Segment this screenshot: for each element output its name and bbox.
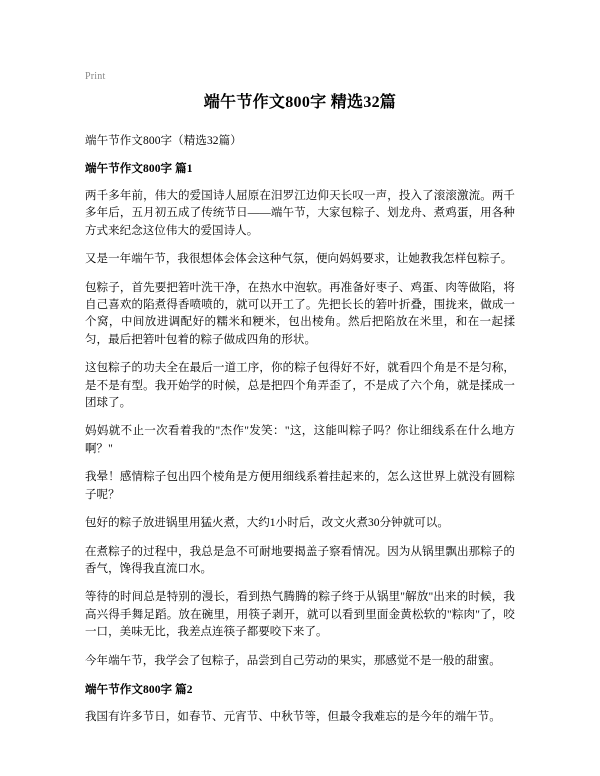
paragraph: 我晕！感情粽子包出四个棱角是方便用细线系着挂起来的，怎么这世界上就没有圆粽子呢？: [85, 471, 515, 501]
paragraph: 等待的时间总是特别的漫长，看到热气腾腾的粽子终于从锅里"解放"出来的时候，我高兴得手舞足蹈。放在碗里，用筷子剥开，就可以看到里面金黄松软的"粽肉"了，咬一口，美味无比，我差点连筷子都要咬下来了。: [85, 591, 515, 639]
section-heading-2: 端午节作文800字 篇2: [85, 683, 193, 696]
paragraph: 两千多年前，伟大的爱国诗人屈原在汨罗江边仰天长叹一声，投入了滚滚激流。两千多年后，五月初五成了传统节日——端午节，大家包粽子、划龙舟、煮鸡蛋，用各种方式来纪念这位伟大的爱国诗人。: [85, 190, 515, 237]
section-heading-1: 端午节作文800字 篇1: [85, 163, 193, 175]
paragraph: 我国有许多节日，如春节、元宵节、中秋节等，但最令我难忘的是今年的端午节。: [85, 710, 501, 723]
print-button[interactable]: Print: [85, 71, 106, 82]
paragraph: 今年端午节，我学会了包粽子，品尝到自己劳动的果实，那感觉不是一般的甜蜜。: [85, 654, 501, 667]
page-title: 端午节作文800字 精选32篇: [203, 94, 397, 111]
paragraph: 在煮粽子的过程中，我总是急不可耐地要揭盖子察看情况。因为从锅里飘出那粽子的香气，馋得我直流口水。: [85, 545, 515, 575]
paragraph: 包粽子，首先要把箬叶洗干净，在热水中泡软。再准备好枣子、鸡蛋、肉等做陷，将自己喜欢的陷煮得香喷喷的，就可以开工了。先把长长的箬叶折叠，围拢来，做成一个窝，中间放进调配好的糯米和粳米，包出棱角。然后把陷放在米里，和在一起揉匀，最后把箬叶包着的粽子做成四角的形状。: [85, 281, 515, 346]
document-content: [85, 92, 515, 726]
paragraph: 包好的粽子放进锅里用猛火煮，大约1小时后，改文火煮30分钟就可以。: [85, 517, 449, 530]
paragraph: 妈妈就不止一次看着我的"杰作"发笑："这，这能叫粽子吗？你让细线系在什么地方啊？": [85, 425, 515, 455]
document-subtitle: 端午节作文800字（精选32篇）: [85, 135, 242, 147]
paragraph: 这包粽子的功夫全在最后一道工序，你的粽子包得好不好，就看四个角是不是匀称，是不是有型。我开始学的时候，总是把四个角弄歪了，不是成了六个角，就是揉成一团球了。: [85, 362, 515, 410]
paragraph: 又是一年端午节，我很想体会体会这种气氛，便向妈妈要求，让她教我怎样包粽子。: [85, 253, 513, 266]
